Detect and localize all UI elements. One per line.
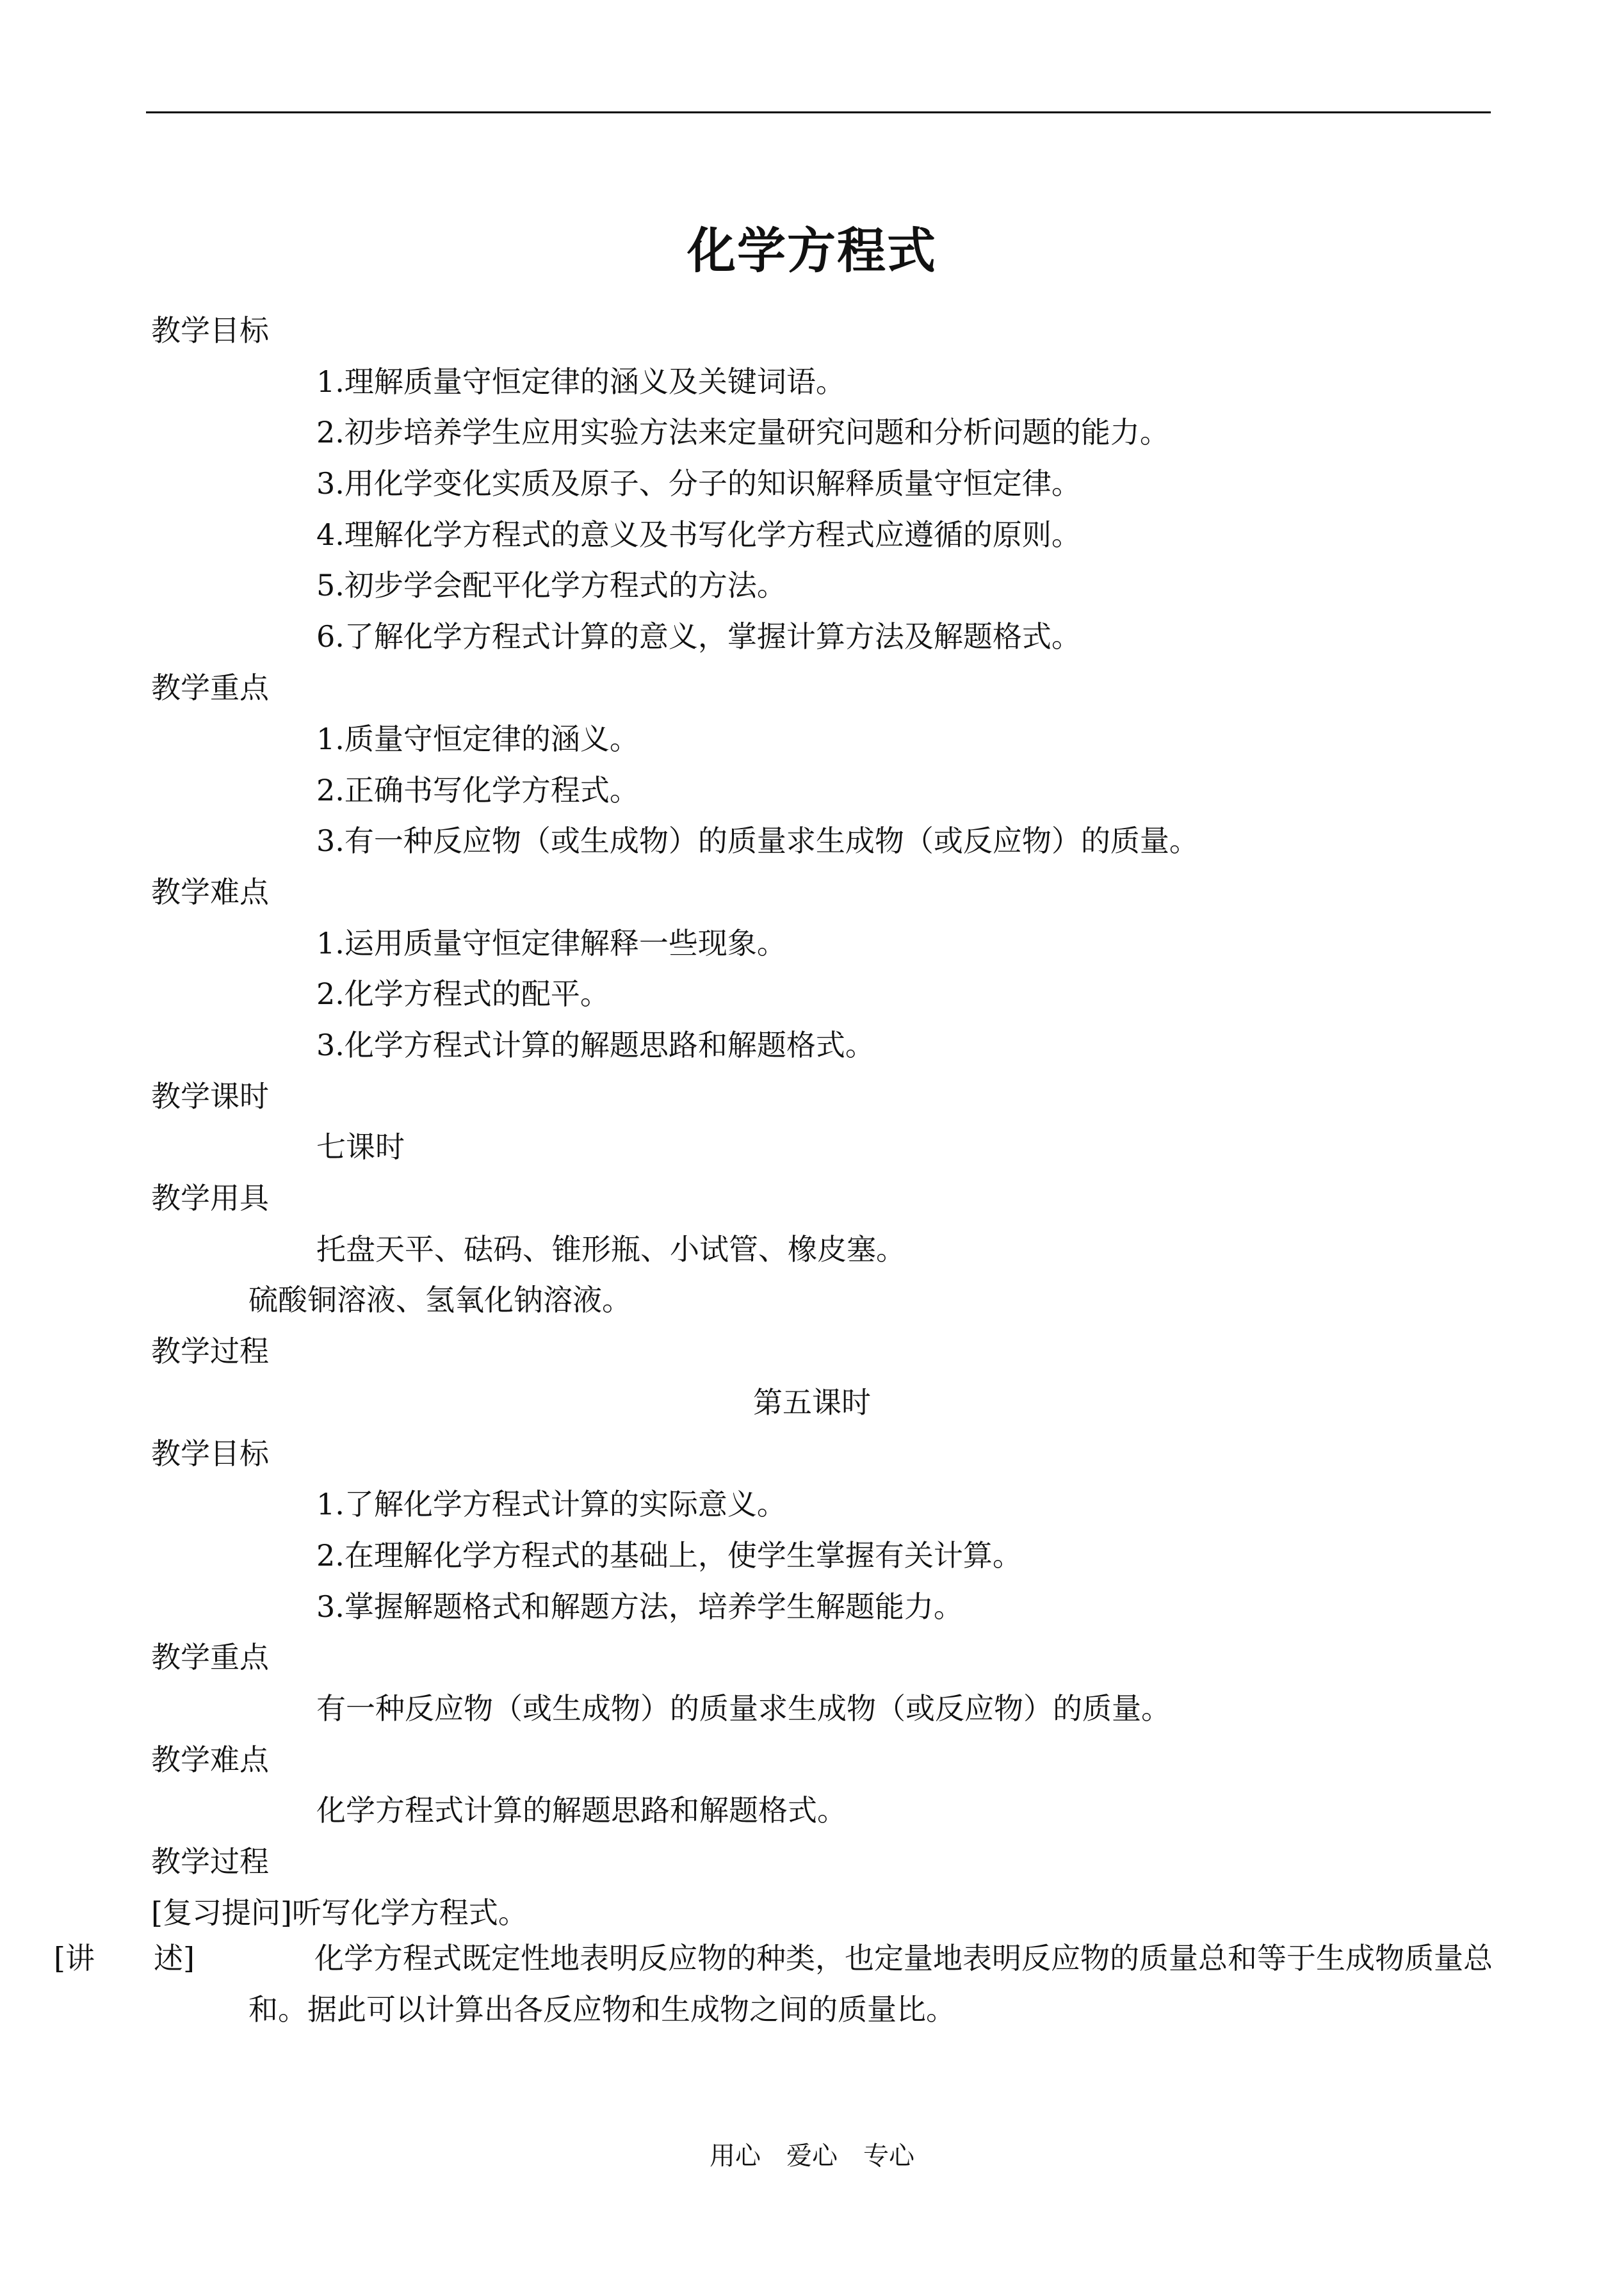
key-point-item: 2.正确书写化学方程式。: [316, 773, 639, 807]
hours-value: 七课时: [316, 1130, 405, 1164]
heading-difficulties: 教学难点: [151, 875, 269, 909]
review-question: [复习提问]听写化学方程式。: [151, 1895, 528, 1930]
objective-item: 1.理解质量守恒定律的涵义及关键词语。: [316, 364, 845, 399]
objective-item: 3.掌握解题格式和解题方法，培养学生解题能力。: [316, 1589, 963, 1624]
difficulty-item: 1.运用质量守恒定律解释一些现象。: [316, 926, 786, 961]
lecture-paragraph: [54, 1933, 1496, 2035]
lesson-title: 第五课时: [753, 1385, 871, 1420]
lecture-tag: [讲 述]: [54, 1941, 195, 1975]
tools-line: 托盘天平、砝码、锥形瓶、小试管、橡皮塞。: [316, 1232, 905, 1267]
heading-process: 教学过程: [151, 1844, 269, 1879]
lecture-text: 化学方程式既定性地表明反应物的种类，也定量地表明反应物的质量总和等于生成物质量总和。据此可以计算出各反应物和生成物之间的质量比。: [248, 1941, 1493, 2027]
page-footer: 用心 爱心 专心: [710, 2141, 914, 2171]
heading-difficulties: 教学难点: [151, 1742, 269, 1777]
heading-objectives: 教学目标: [151, 313, 269, 348]
difficulty-item: 2.化学方程式的配平。: [316, 977, 610, 1011]
key-point-item: 3.有一种反应物（或生成物）的质量求生成物（或反应物）的质量。: [316, 823, 1199, 858]
heading-key-points: 教学重点: [151, 670, 269, 705]
document-title: 化学方程式: [687, 222, 937, 279]
objective-item: 2.初步培养学生应用实验方法来定量研究问题和分析问题的能力。: [316, 415, 1169, 450]
objective-item: 3.用化学变化实质及原子、分子的知识解释质量守恒定律。: [316, 466, 1081, 501]
key-point-item: 1.质量守恒定律的涵义。: [316, 722, 639, 756]
objective-item: 1.了解化学方程式计算的实际意义。: [316, 1487, 786, 1521]
heading-objectives: 教学目标: [151, 1436, 269, 1471]
heading-process: 教学过程: [151, 1334, 269, 1368]
objective-item: 6.了解化学方程式计算的意义，掌握计算方法及解题格式。: [316, 619, 1081, 654]
difficulty-item: 化学方程式计算的解题思路和解题格式。: [316, 1793, 847, 1828]
objective-item: 2.在理解化学方程式的基础上，使学生掌握有关计算。: [316, 1538, 1022, 1573]
difficulty-item: 3.化学方程式计算的解题思路和解题格式。: [316, 1028, 875, 1062]
key-point-item: 有一种反应物（或生成物）的质量求生成物（或反应物）的质量。: [316, 1691, 1171, 1726]
heading-hours: 教学课时: [151, 1079, 269, 1114]
heading-key-points: 教学重点: [151, 1640, 269, 1675]
objective-item: 4.理解化学方程式的意义及书写化学方程式应遵循的原则。: [316, 517, 1081, 552]
heading-tools: 教学用具: [151, 1181, 269, 1215]
header-rule: [146, 111, 1491, 113]
tools-line: 硫酸铜溶液、氢氧化钠溶液。: [248, 1283, 631, 1317]
objective-item: 5.初步学会配平化学方程式的方法。: [316, 568, 786, 603]
